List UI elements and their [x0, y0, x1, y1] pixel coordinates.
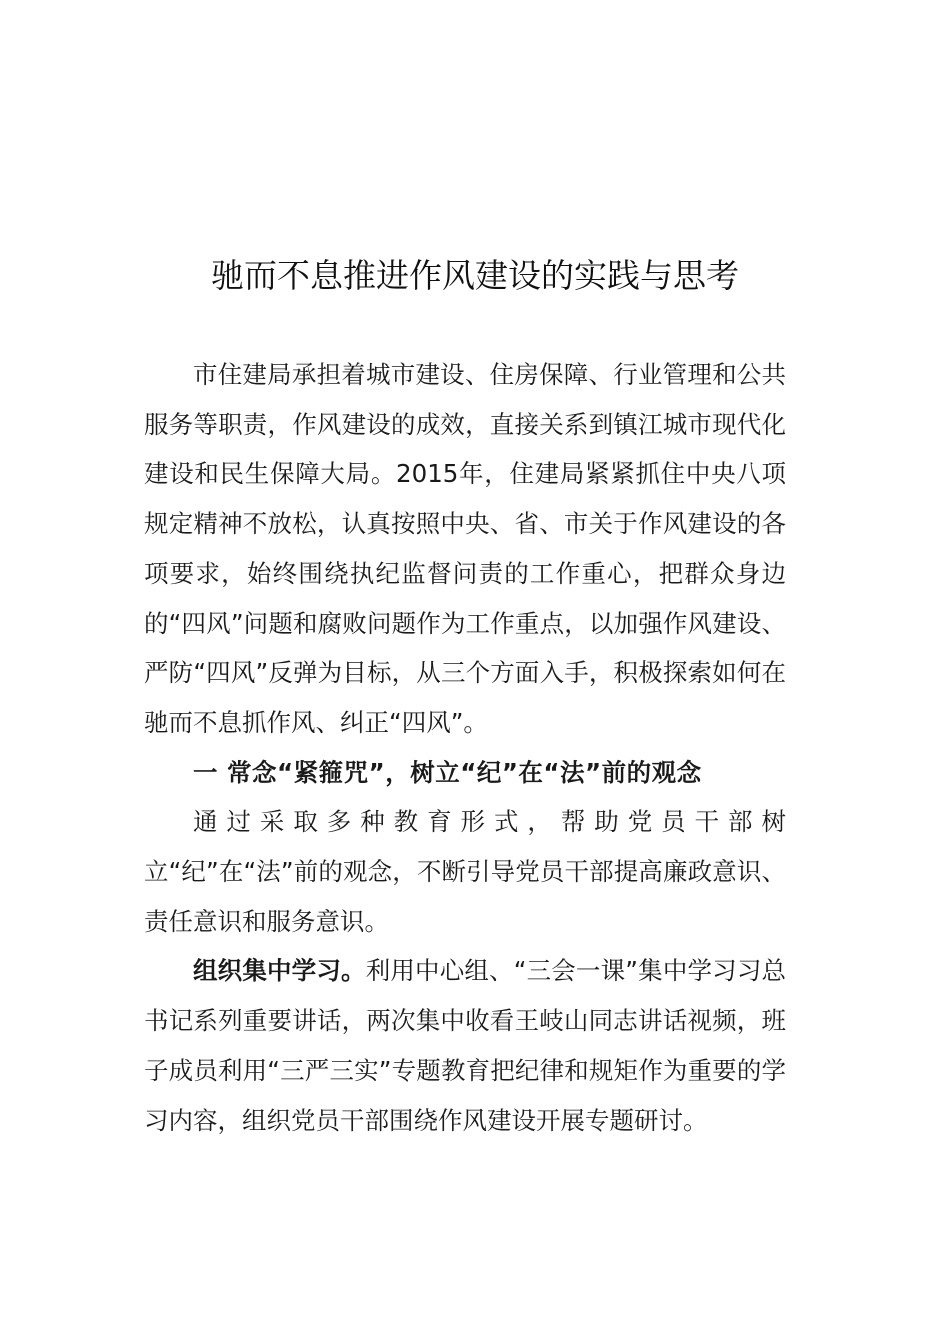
- item-lead: 组织集中学习。: [193, 956, 366, 986]
- document-body: [144, 350, 786, 1145]
- item-paragraph: [144, 946, 786, 1145]
- section-paragraph: 通过采取多种教育形式，帮助党员干部树立“纪”在“法”前的观念，不断引导党员干部提高廉政意识、责任意识和服务意识。: [144, 807, 786, 936]
- section-heading: 一 常念“紧箍咒”，树立“纪”在“法”前的观念: [193, 757, 702, 787]
- document-title: 驰而不息推进作风建设的实践与思考: [211, 256, 739, 295]
- item-text: 利用中心组、“三会一课”集中学习习总书记系列重要讲话，两次集中收看王岐山同志讲话视频，班子成员利用“三严三实”专题教育把纪律和规矩作为重要的学习内容，组织党员干部围绕作风建设开展专题研讨。: [144, 956, 786, 1135]
- intro-paragraph: 市住建局承担着城市建设、住房保障、行业管理和公共服务等职责，作风建设的成效，直接关系到镇江城市现代化建设和民生保障大局。2015年，住建局紧紧抓住中央八项规定精神不放松，认真按照中央、省、市关于作风建设的各项要求，始终围绕执纪监督问责的工作重心，把群众身边的“四风”问题和腐败问题作为工作重点，以加强作风建设、严防“四风”反弹为目标，从三个方面入手，积极探索如何在驰而不息抓作风、纠正“四风”。: [144, 360, 786, 737]
